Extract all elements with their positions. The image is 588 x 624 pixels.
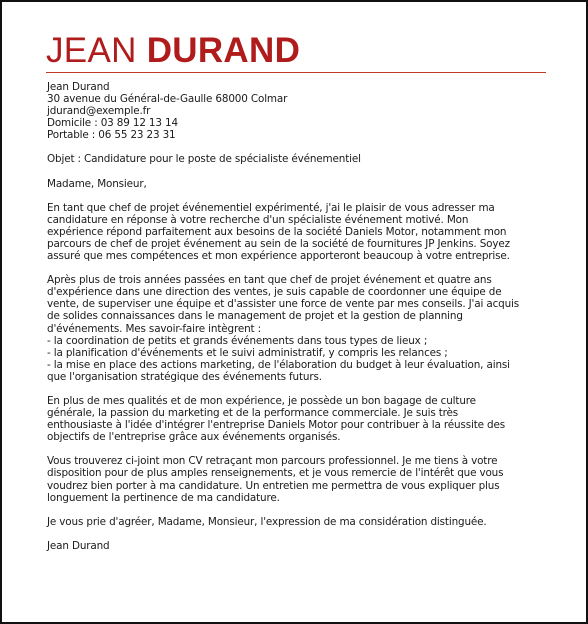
letter-closing: Je vous prie d'agréer, Madame, Monsieur, l'expression de ma considération distinguée. <box>47 515 487 528</box>
paragraph-line: longuement la pertinence de ma candidature. <box>47 491 280 504</box>
list-item: - la coordination de petits et grands événements dans tous types de lieux ; <box>47 334 428 347</box>
list-item: que l'organisation stratégique des événements futurs. <box>47 370 322 383</box>
paragraph-line: voudrez bien porter à ma candidature. Un entretien me permettra de vous expliquer plus <box>47 479 500 492</box>
sender-email: jdurand@exemple.fr <box>47 105 151 118</box>
paragraph-line: assuré que mes compétences et mon expérience apporteront beaucoup à votre entreprise. <box>47 250 510 263</box>
letter-subject: Objet : Candidature pour le poste de spécialiste événementiel <box>47 153 361 166</box>
paragraph-3 <box>47 395 552 443</box>
paragraph-line: parcours de chef de projet événement au sein de la société de fournitures JP Jenkins. Soyez <box>47 237 510 250</box>
letterhead-name <box>46 32 300 70</box>
sender-block <box>47 81 552 141</box>
paragraph-line: candidature en réponse à votre recherche d'un spécialiste événement motivé. Mon <box>47 213 469 226</box>
paragraph-line: En plus de mes qualités et de mon expérience, je possède un bon bagage de culture <box>47 394 476 407</box>
paragraph-line: En tant que chef de projet événementiel expérimenté, j'ai le plaisir de vous adresser ma <box>47 201 495 214</box>
list-item: - la planification d'événements et le suivi administratif, y compris les relances ; <box>47 346 448 359</box>
sender-home-phone: Domicile : 03 89 12 13 14 <box>47 117 178 130</box>
paragraph-line: d'expérience dans une direction des ventes, je suis capable de coordonner une équipe de <box>47 286 502 299</box>
paragraph-line: vente, de superviser une équipe et d'assister une force de vente par mes conseils. J'ai acquis <box>47 298 520 311</box>
paragraph-line: disposition pour de plus amples renseignements, et je vous remercie de l'intérêt que vous <box>47 467 504 480</box>
sender-address: 30 avenue du Général-de-Gaulle 68000 Colmar <box>47 93 288 106</box>
sender-mobile-phone: Portable : 06 55 23 23 31 <box>47 129 176 142</box>
paragraph-line: d'événements. Mes savoir-faire intègrent : <box>47 322 261 335</box>
letter-salutation: Madame, Monsieur, <box>47 177 147 190</box>
paragraph-4 <box>47 455 552 503</box>
letter-body <box>47 81 552 552</box>
paragraph-2 <box>47 274 552 383</box>
paragraph-line: objectifs de l'entreprise grâce aux événements organisés. <box>47 431 341 444</box>
paragraph-line: expérience répond parfaitement aux besoins de la société Daniels Motor, notamment mon <box>47 225 507 238</box>
first-name: JEAN <box>46 31 137 70</box>
header-divider <box>46 72 546 73</box>
paragraph-line: générale, la passion du marketing et de la performance commerciale. Je suis très <box>47 407 459 420</box>
paragraph-line: enthousiaste à l'idée d'intégrer l'entreprise Daniels Motor pour contribuer à la réussite des <box>47 419 506 432</box>
letter-signature: Jean Durand <box>47 539 110 552</box>
list-item: - la mise en place des actions marketing, de l'élaboration du budget à leur évaluation, ainsi <box>47 358 510 371</box>
paragraph-line: de solides connaissances dans le management de projet et la gestion de planning <box>47 310 463 323</box>
sender-name: Jean Durand <box>47 81 110 93</box>
last-name: DURAND <box>146 31 301 70</box>
paragraph-line: Vous trouverez ci-joint mon CV retraçant mon parcours professionnel. Je me tiens à votre <box>47 455 498 468</box>
paragraph-line: Après plus de trois années passées en tant que chef de projet événement et quatre ans <box>47 274 492 287</box>
paragraph-1 <box>47 202 552 262</box>
